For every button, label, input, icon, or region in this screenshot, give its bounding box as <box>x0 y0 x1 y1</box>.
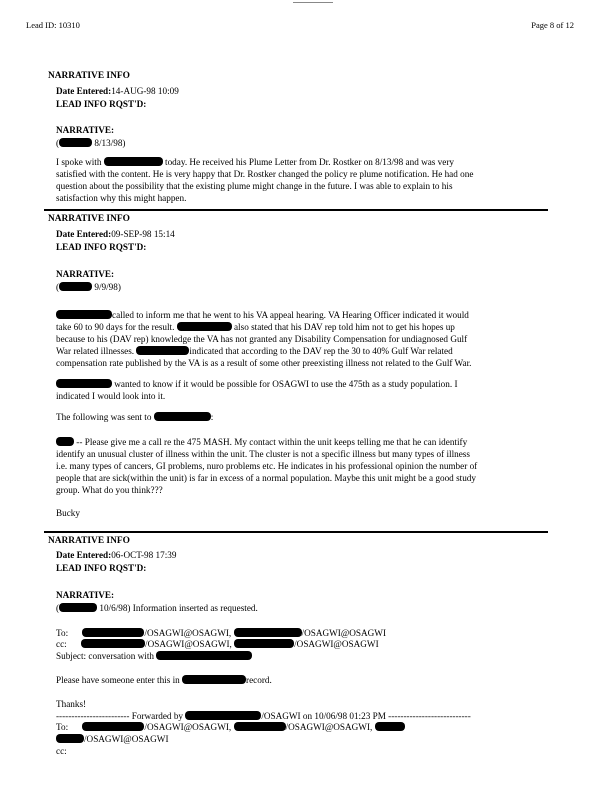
redaction <box>185 711 261 720</box>
redaction <box>56 379 112 388</box>
paragraph-line: wanted to know if it would be possible for OSAGWI to use the 475th as a study population. I <box>56 378 458 390</box>
forward-line: ------------------------ Forwarded by /OSAGWI on 10/06/98 01:23 PM --------------------------- <box>56 711 471 721</box>
redaction <box>59 603 97 612</box>
paragraph-line: compensation rate published by the VA is as a result of some other preexisting illness not related to the Gulf War. <box>56 358 472 368</box>
paragraph-line: satisfied with the content. He is very happy that Dr. Rostker changed the policy re plume notification. He had one <box>56 169 474 179</box>
memo-subject: Subject: conversation with <box>56 650 252 662</box>
redaction <box>234 722 286 731</box>
memo-cc: cc: /OSAGWI@OSAGWI, /OSAGWI@OSAGWI <box>56 639 379 649</box>
redaction <box>82 722 144 731</box>
paragraph-line: indicated I would look into it. <box>56 391 166 401</box>
redaction <box>156 651 252 660</box>
section-divider <box>44 209 548 211</box>
redaction <box>136 346 189 355</box>
paragraph-line: War related illnesses. indicated that according to the DAV rep the 30 to 40% Gulf War related <box>56 346 453 356</box>
paragraph-line: because to his (DAV rep) knowledge the VA has not granted any Disability Compensation for undiagnosed Gulf <box>56 334 468 344</box>
redaction <box>234 628 302 637</box>
paragraph-line: called to inform me that he went to his VA appeal hearing. VA Hearing Officer indicated it would <box>56 309 469 321</box>
redaction <box>375 722 405 731</box>
memo-to: To: /OSAGWI@OSAGWI, /OSAGWI@OSAGWI, <box>56 721 405 733</box>
narrative-stamp: ( 8/13/98) <box>56 138 126 148</box>
memo-to: To: /OSAGWI@OSAGWI, /OSAGWI@OSAGWI <box>56 628 387 638</box>
lead-id: Lead ID: 10310 <box>26 20 80 30</box>
paragraph-line: I spoke with today. He received his Plume Letter from Dr. Rostker on 8/13/98 and was very <box>56 157 455 167</box>
paragraph-line: i.e. many types of cancers, GI problems, nuro problems etc. He indicates in his professional opinion the number of <box>56 461 478 471</box>
paragraph-line: take 60 to 90 days for the result. also stated that his DAV rep told him not to get his hopes up <box>56 322 455 332</box>
redaction <box>177 322 232 331</box>
paragraph-line: identify an unusual cluster of illness within the unit. The cluster is not a specific illness but many types of illness <box>56 449 470 459</box>
redaction <box>82 628 144 637</box>
date-entered: Date Entered:14-AUG-98 10:09 <box>56 86 179 96</box>
paragraph-line: group. What do you think??? <box>56 485 163 495</box>
redaction <box>56 437 74 446</box>
narrative-label: NARRATIVE: <box>56 125 115 135</box>
paragraph-line: satisfaction why this might happen. <box>56 193 187 203</box>
lead-info-label: LEAD INFO RQST'D: <box>56 563 147 573</box>
redaction <box>182 675 246 684</box>
signoff: Bucky <box>56 508 80 518</box>
redaction <box>56 734 84 743</box>
date-entered: Date Entered:09-SEP-98 15:14 <box>56 229 175 239</box>
section-title: NARRATIVE INFO <box>48 214 130 224</box>
memo-to-cont: /OSAGWI@OSAGWI <box>56 733 169 745</box>
memo-thanks: Thanks! <box>56 699 87 709</box>
section-divider <box>44 531 548 533</box>
paragraph-line: The following was sent to : <box>56 412 214 422</box>
redaction <box>154 412 211 421</box>
section-title: NARRATIVE INFO <box>48 536 130 546</box>
redaction <box>234 639 294 648</box>
narrative-stamp: ( 9/9/98) <box>56 282 121 292</box>
date-entered: Date Entered:06-OCT-98 17:39 <box>56 550 177 560</box>
paragraph-line: -- Please give me a call re the 475 MASH. My contact within the unit keeps telling me that he can identify <box>56 436 467 448</box>
narrative-label: NARRATIVE: <box>56 269 115 279</box>
redaction <box>56 310 112 319</box>
redaction <box>59 138 92 147</box>
narrative-label: NARRATIVE: <box>56 590 115 600</box>
redaction <box>81 639 145 648</box>
redaction <box>59 282 92 291</box>
section-title: NARRATIVE INFO <box>48 71 130 81</box>
paragraph-line: question about the possibility that the existing plume might change in the future. I was able to explain to his <box>56 181 453 191</box>
narrative-stamp: ( 10/6/98) Information inserted as requested. <box>56 603 258 613</box>
memo-cc: cc: <box>56 746 67 756</box>
memo-line: Please have someone enter this in record. <box>56 675 272 685</box>
top-rule <box>293 2 333 3</box>
page-number: Page 8 of 12 <box>531 20 574 30</box>
paragraph-line: people that are sick(within the unit) is far in excess of a normal population. Maybe this unit might be a good study <box>56 473 476 483</box>
lead-info-label: LEAD INFO RQST'D: <box>56 242 147 252</box>
redaction <box>104 157 163 166</box>
lead-info-label: LEAD INFO RQST'D: <box>56 99 147 109</box>
